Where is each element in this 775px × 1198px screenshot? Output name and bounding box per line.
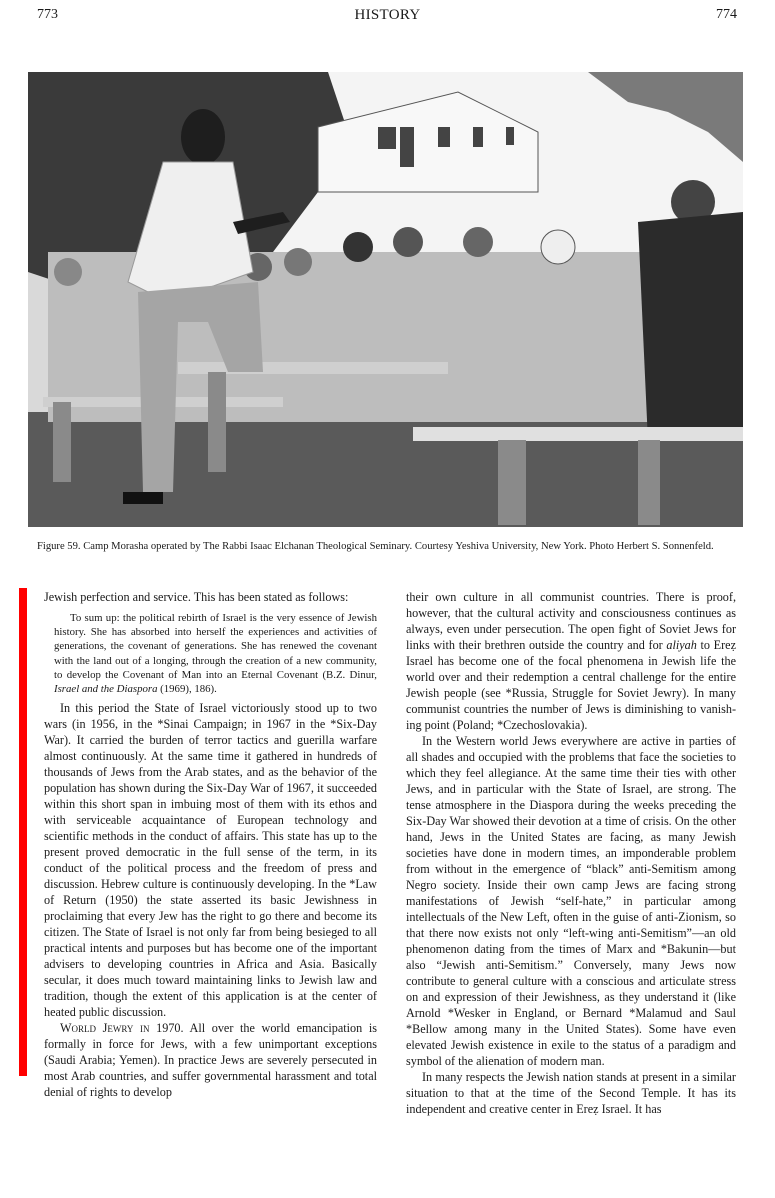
figure-photo (28, 72, 743, 527)
person-head (541, 230, 575, 264)
paragraph (44, 1020, 377, 1100)
paragraph: Jewish perfection and service. This has been stated as follows: (44, 590, 349, 604)
italic-term: aliyah (666, 638, 697, 652)
bench-leg (498, 440, 526, 525)
person-head (54, 258, 82, 286)
block-quote (54, 611, 377, 696)
house-door (400, 127, 414, 167)
right-column (406, 589, 736, 1117)
house-window (438, 127, 450, 147)
bench-leg (53, 402, 71, 482)
person-head (463, 227, 493, 257)
seated-man-right (638, 212, 743, 442)
paragraph: In the Western world Jews everywhere are active in parties of all shades and occupied with the problems that face the societies to which they feel allegiance. At the same time their ties with other Jews, and in particular with the State of Israel, are strong. The tense atmosphere in the Diaspora during the weeks preceding the Six-Day War showed their devotion at a time of crisis. On the other hand, Jews in the United States are facing, as many Jewish societies have done in modern times, an imponderable problem from without in the emergence of “black” anti-Semitism among Negro society. Inside their own camp Jews are facing strong manifestations of Jewish “self-hate,” in particular among intellectuals of the New Left, often in the guise of anti-Zionism, so that there now exists not only “left-wing anti-Semitism”—an old phenomenon dating from the times of Marx and *Bakunin—but also “Jewish anti-Semitism.” Conversely, many Jews now contribute to general culture with a conscious and articulate stress on and expression of their Jewishness, as they understand it (like Arnold *Wesker in England, or Bernard *Malamud and Saul *Bellow among many in the United States). Some have even elevated Jewish existence in exile to the status of a paradigm and symbol of the alienation of modern man. (406, 734, 736, 1068)
quote-citation: (1969), 186). (157, 683, 217, 696)
bench-leg (208, 372, 226, 472)
paragraph-text: their own culture in all communist countries. There is proof, however, that the cultural activity and consciousness continues as always, even under persecution. The open fight of Soviet Jews for links with their brethren outside the country and for (406, 590, 736, 652)
left-column (44, 589, 377, 1100)
person-head (393, 227, 423, 257)
person-head (343, 232, 373, 262)
section-heading: World Jewry in 1970. (60, 1021, 184, 1036)
paragraph: In this period the State of Israel victoriously stood up to two wars (in 1956, in the *Sinai Campaign; in 1967 in the *Six-Day War). It carried the burden of terror tactics and guerilla warfare almost continuously. At the same time it gathered in hundreds of thousands of Jews from the Arab states, and as the behavior of the population has shown during the Six-Day War of 1967, it succeeded within this short span in imbuing most of them with its ethos and with serviceable acquaintance of European technology and scientific methods in the conduct of affairs. This state has up to the present proved democratic in the full sense of the term, in its conduct of the political process and the freedom of press and discussion. Hebrew culture is continuously developing. In the *Law of Return (1950) the state asserted its basic Jewishness in proclaiming that every Jew has the right to go there and become its citizen. The State of Israel is not only far from being besieged to all practical intents and purposes but has become one of the important advisers to developing countries in Africa and Asia. Basically secular, it does much toward maintaining links to Jewish law and tradition, though the extent of this application is at the center of heated public discussion. (44, 701, 377, 1020)
paragraph-text: All over the world emancipation is formally in force for Jews, with a few unimportant exceptions (Saudi Arabia; Yemen). In practice Jews are severely persecuted in most Arab countries, and suffer governmental harassment and total denial of rights to develop (44, 1021, 377, 1100)
bench (413, 427, 743, 441)
paragraph-text: to Ereẓ Israel has become one of the focal phenomena in Jewish life the world over and their redemption a central challenge for the entire Jewish people (see *Russia, Struggle for Soviet Jewry). In many communist countries the number of Jews is diminishing to vanishing point (Poland; *Czechoslovakia). (406, 638, 736, 732)
house-window (473, 127, 483, 147)
house-window (378, 127, 396, 149)
paragraph: In many respects the Jewish nation stands at present in a similar situation to that at the time of the Second Temple. It has its independent and creative center in Ereẓ Israel. It has (406, 1070, 736, 1116)
speaker-shoe (123, 492, 163, 504)
person-head (284, 248, 312, 276)
page-number-right: 774 (716, 7, 737, 22)
paragraph (406, 589, 736, 733)
quote-text: To sum up: the political rebirth of Israel is the very essence of Jewish history. She has absorbed into herself the experiences and activities of generations, the covenant of generations. She has renewed the covenant with the land out of a longing, through the creation of a new community, to develop the Covenant of Man into an Eternal Covenant (B.Z. Dinur, (54, 612, 377, 681)
quote-book-title: Israel and the Diaspora (54, 683, 158, 696)
speaker-head (181, 109, 225, 165)
bench-leg (638, 440, 660, 525)
page-number-left: 773 (37, 7, 58, 22)
house-window (506, 127, 514, 145)
running-title: HISTORY (354, 7, 421, 23)
revision-change-bar (19, 588, 27, 1076)
figure-caption: Figure 59. Camp Morasha operated by The Rabbi Isaac Elchanan Theological Seminary. Courtesy Yeshiva University, New York. Photo Herbert S. Sonnenfeld. (37, 541, 714, 552)
photo-illustration (28, 72, 743, 527)
